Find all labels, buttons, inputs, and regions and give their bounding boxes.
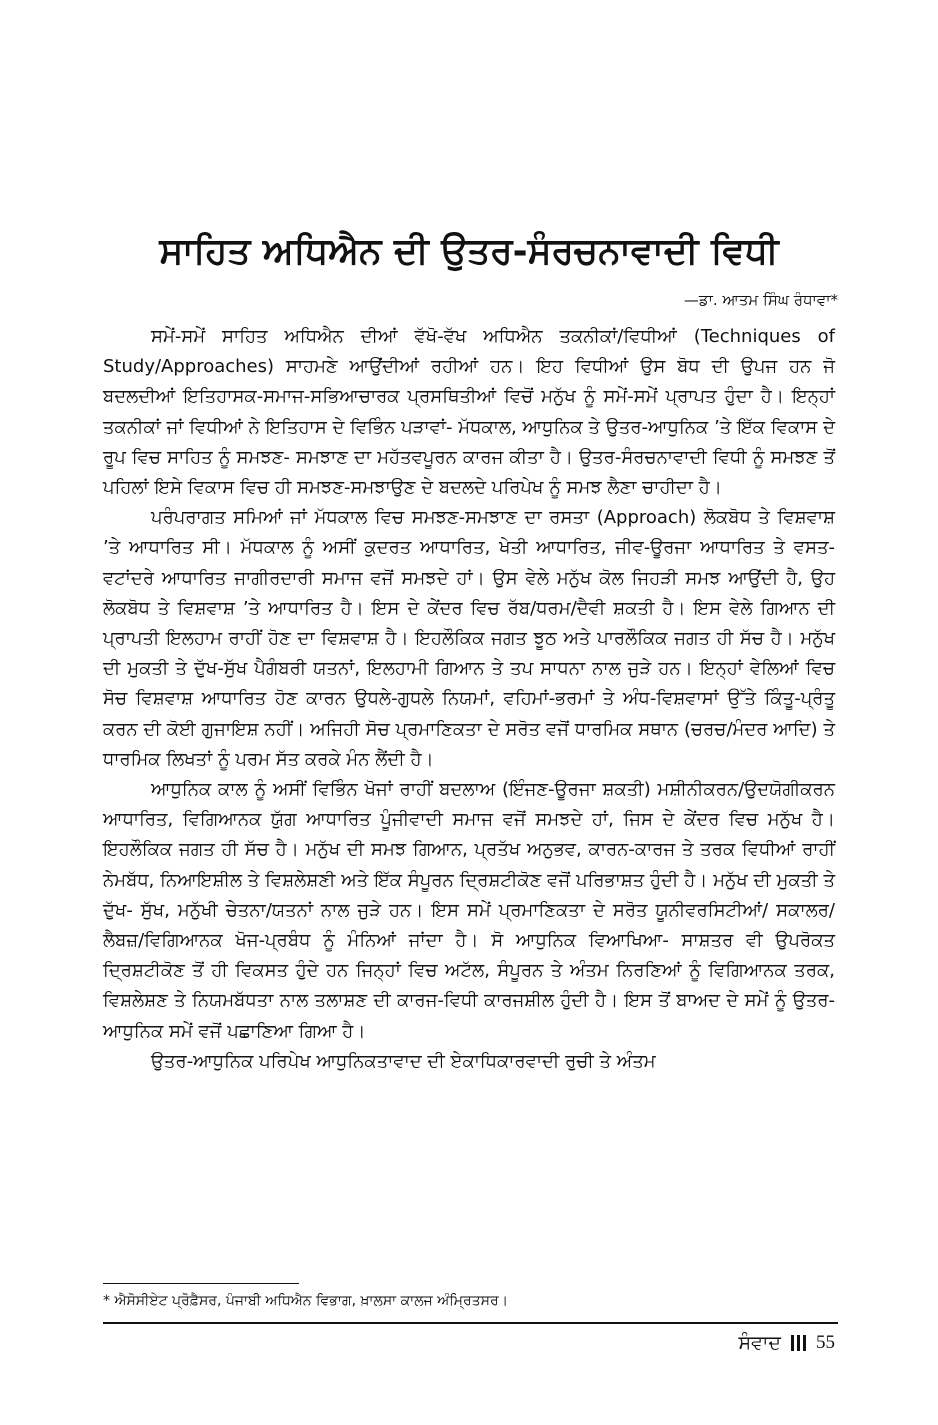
paragraph: ਉਤਰ-ਆਧੁਨਿਕ ਪਰਿਪੇਖ ਆਧੁਨਿਕਤਾਵਾਦ ਦੀ ਏਕਾਧਿਕਾਰਵਾਦੀ ਰੁਚੀ ਤੇ ਅੰਤਮ: [151, 1050, 656, 1072]
article-author: —ਡਾ. ਆਤਮ ਸਿੰਘ ਰੰਧਾਵਾ*: [683, 291, 838, 309]
journal-name: ਸੰਵਾਦ: [738, 1332, 781, 1354]
paragraph: ਆਧੁਨਿਕ ਕਾਲ ਨੂੰ ਅਸੀਂ ਵਿਭਿੰਨ ਖੋਜਾਂ ਰਾਹੀਂ ਬਦਲਾਅ (ਇੰਜਣ-ਊਰਜਾ ਸ਼ਕਤੀ) ਮਸ਼ੀਨੀਕਰਨ/ਉਦਯੋਗੀਕਰਨ ਆਧਾਰਿਤ, ਵਿਗਿਆਨਕ ਯੁੱਗ ਆਧਾਰਿਤ ਪੂੰਜੀਵਾਦੀ ਸਮਾਜ ਵਜੋਂ ਸਮਝਦੇ ਹਾਂ, ਜਿਸ ਦੇ ਕੇਂਦਰ ਵਿਚ ਮਨੁੱਖ ਹੈ। ਇਹਲੌਕਿਕ ਜਗਤ ਹੀ ਸੱਚ ਹੈ। ਮਨੁੱਖ ਦੀ ਸਮਝ ਗਿਆਨ, ਪ੍ਰਤੱਖ ਅਨੁਭਵ, ਕਾਰਨ-ਕਾਰਜ ਤੇ ਤਰਕ ਵਿਧੀਆਂ ਰਾਹੀਂ ਨੇਮਬੱਧ, ਨਿਆਇਸ਼ੀਲ ਤੇ ਵਿਸ਼ਲੇਸ਼ਣੀ ਅਤੇ ਇੱਕ ਸੰਪੂਰਨ ਦ੍ਰਿਸ਼ਟੀਕੋਣ ਵਜੋਂ ਪਰਿਭਾਸ਼ਤ ਹੁੰਦੀ ਹੈ। ਮਨੁੱਖ ਦੀ ਮੁਕਤੀ ਤੇ ਦੁੱਖ- ਸੁੱਖ, ਮਨੁੱਖੀ ਚੇਤਨਾ/ਯਤਨਾਂ ਨਾਲ ਜੁੜੇ ਹਨ। ਇਸ ਸਮੇਂ ਪ੍ਰਮਾਣਿਕਤਾ ਦੇ ਸਰੋਤ ਯੂਨੀਵਰਸਿਟੀਆਂ/ ਸਕਾਲਰ/ਲੈਬਜ਼/ਵਿਗਿਆਨਕ ਖੋਜ-ਪ੍ਰਬੰਧ ਨੂੰ ਮੰਨਿਆਂ ਜਾਂਦਾ ਹੈ। ਸੋ ਆਧੁਨਿਕ ਵਿਆਖਿਆ- ਸਾਸ਼ਤਰ ਵੀ ਉਪਰੋਕਤ ਦ੍ਰਿਸ਼ਟੀਕੋਣ ਤੋਂ ਹੀ ਵਿਕਸਤ ਹੁੰਦੇ ਹਨ ਜਿਨ੍ਹਾਂ ਵਿਚ ਅਟੱਲ, ਸੰਪੂਰਨ ਤੇ ਅੰਤਮ ਨਿਰਣਿਆਂ ਨੂੰ ਵਿਗਿਆਨਕ ਤਰਕ, ਵਿਸ਼ਲੇਸ਼ਣ ਤੇ ਨਿਯਮਬੱਧਤਾ ਨਾਲ ਤਲਾਸ਼ਣ ਦੀ ਕਾਰਜ-ਵਿਧੀ ਕਾਰਜਸ਼ੀਲ ਹੁੰਦੀ ਹੈ। ਇਸ ਤੋਂ ਬਾਅਦ ਦੇ ਸਮੇਂ ਨੂੰ ਉਤਰ-ਆਧੁਨਿਕ ਸਮੇਂ ਵਜੋਂ ਪਛਾਣਿਆ ਗਿਆ ਹੈ।: [103, 779, 835, 1042]
paragraph: ਪਰੰਪਰਾਗਤ ਸਮਿਆਂ ਜਾਂ ਮੱਧਕਾਲ ਵਿਚ ਸਮਝਣ-ਸਮਝਾਣ ਦਾ ਰਸਤਾ (Approach) ਲੋਕਬੋਧ ਤੇ ਵਿਸ਼ਵਾਸ਼ ’ਤੇ ਆਧਾਰਿਤ ਸੀ। ਮੱਧਕਾਲ ਨੂੰ ਅਸੀਂ ਕੁਦਰਤ ਆਧਾਰਿਤ, ਖੇਤੀ ਆਧਾਰਿਤ, ਜੀਵ-ਊਰਜਾ ਆਧਾਰਿਤ ਤੇ ਵਸਤ-ਵਟਾਂਦਰੇ ਆਧਾਰਿਤ ਜਾਗੀਰਦਾਰੀ ਸਮਾਜ ਵਜੋਂ ਸਮਝਦੇ ਹਾਂ। ਉਸ ਵੇਲੇ ਮਨੁੱਖ ਕੋਲ ਜਿਹੜੀ ਸਮਝ ਆਉਂਦੀ ਹੈ, ਉਹ ਲੋਕਬੋਧ ਤੇ ਵਿਸ਼ਵਾਸ਼ ’ਤੇ ਆਧਾਰਿਤ ਹੈ। ਇਸ ਦੇ ਕੇਂਦਰ ਵਿਚ ਰੱਬ/ਧਰਮ/ਦੈਵੀ ਸ਼ਕਤੀ ਹੈ। ਇਸ ਵੇਲੇ ਗਿਆਨ ਦੀ ਪ੍ਰਾਪਤੀ ਇਲਹਾਮ ਰਾਹੀਂ ਹੋਣ ਦਾ ਵਿਸ਼ਵਾਸ਼ ਹੈ। ਇਹਲੌਕਿਕ ਜਗਤ ਝੂਠ ਅਤੇ ਪਾਰਲੌਕਿਕ ਜਗਤ ਹੀ ਸੱਚ ਹੈ। ਮਨੁੱਖ ਦੀ ਮੁਕਤੀ ਤੇ ਦੁੱਖ-ਸੁੱਖ ਪੈਗੰਬਰੀ ਯਤਨਾਂ, ਇਲਹਾਮੀ ਗਿਆਨ ਤੇ ਤਪ ਸਾਧਨਾ ਨਾਲ ਜੁੜੇ ਹਨ। ਇਨ੍ਹਾਂ ਵੇਲਿਆਂ ਵਿਚ ਸੋਚ ਵਿਸ਼ਵਾਸ਼ ਆਧਾਰਿਤ ਹੋਣ ਕਾਰਨ ਉਧਲੇ-ਗੁਧਲੇ ਨਿਯਮਾਂ, ਵਹਿਮਾਂ-ਭਰਮਾਂ ਤੇ ਅੰਧ-ਵਿਸ਼ਵਾਸਾਂ ਉੱਤੇ ਕਿੰਤੂ-ਪ੍ਰੰਤੂ ਕਰਨ ਦੀ ਕੋਈ ਗੁਜਾਇਸ਼ ਨਹੀਂ। ਅਜਿਹੀ ਸੋਚ ਪ੍ਰਮਾਣਿਕਤਾ ਦੇ ਸਰੋਤ ਵਜੋਂ ਧਾਰਮਿਕ ਸਥਾਨ (ਚਰਚ/ਮੰਦਰ ਆਦਿ) ਤੇ ਧਾਰਮਿਕ ਲਿਖਤਾਂ ਨੂੰ ਪਰਮ ਸੱਤ ਕਰਕੇ ਮੰਨ ਲੈਂਦੀ ਹੈ।: [103, 507, 835, 770]
bars-icon: [791, 1335, 806, 1351]
running-footer: [738, 1328, 835, 1358]
footnote: * ਐਸੋਸੀਏਟ ਪ੍ਰੋਫ਼ੈਸਰ, ਪੰਜਾਬੀ ਅਧਿਐਨ ਵਿਭਾਗ, ਖ਼ਾਲਸਾ ਕਾਲਜ ਅੰਮ੍ਰਿਤਸਰ।: [103, 1293, 509, 1309]
paragraph: ਸਮੇਂ-ਸਮੇਂ ਸਾਹਿਤ ਅਧਿਐਨ ਦੀਆਂ ਵੱਖੋ-ਵੱਖ ਅਧਿਐਨ ਤਕਨੀਕਾਂ/ਵਿਧੀਆਂ (Techniques of Study/Approaches) ਸਾਹਮਣੇ ਆਉਂਦੀਆਂ ਰਹੀਆਂ ਹਨ। ਇਹ ਵਿਧੀਆਂ ਉਸ ਬੋਧ ਦੀ ਉਪਜ ਹਨ ਜੋ ਬਦਲਦੀਆਂ ਇਤਿਹਾਸਕ-ਸਮਾਜ-ਸਭਿਆਚਾਰਕ ਪ੍ਰਸਥਿਤੀਆਂ ਵਿਚੋਂ ਮਨੁੱਖ ਨੂੰ ਸਮੇਂ-ਸਮੇਂ ਪ੍ਰਾਪਤ ਹੁੰਦਾ ਹੈ। ਇਨ੍ਹਾਂ ਤਕਨੀਕਾਂ ਜਾਂ ਵਿਧੀਆਂ ਨੇ ਇਤਿਹਾਸ ਦੇ ਵਿਭਿੰਨ ਪੜਾਵਾਂ- ਮੱਧਕਾਲ, ਆਧੁਨਿਕ ਤੇ ਉਤਰ-ਆਧੁਨਿਕ ’ਤੇ ਇੱਕ ਵਿਕਾਸ ਦੇ ਰੂਪ ਵਿਚ ਸਾਹਿਤ ਨੂੰ ਸਮਝਣ- ਸਮਝਾਣ ਦਾ ਮਹੱਤਵਪੂਰਨ ਕਾਰਜ ਕੀਤਾ ਹੈ। ਉਤਰ-ਸੰਰਚਨਾਵਾਦੀ ਵਿਧੀ ਨੂੰ ਸਮਝਣ ਤੋਂ ਪਹਿਲਾਂ ਇਸੇ ਵਿਕਾਸ ਵਿਚ ਹੀ ਸਮਝਣ-ਸਮਝਾਉਣ ਦੇ ਬਦਲਦੇ ਪਰਿਪੇਖ ਨੂੰ ਸਮਝ ਲੈਣਾ ਚਾਹੀਦਾ ਹੈ।: [103, 326, 835, 499]
footnote-rule: [103, 1283, 299, 1284]
article-title: ਸਾਹਿਤ ਅਧਿਐਨ ਦੀ ਉਤਰ-ਸੰਰਚਨਾਵਾਦੀ ਵਿਧੀ: [159, 231, 779, 272]
footer-rule: [103, 1322, 838, 1324]
article-body: [103, 322, 835, 1077]
page-number: 55: [816, 1332, 835, 1353]
